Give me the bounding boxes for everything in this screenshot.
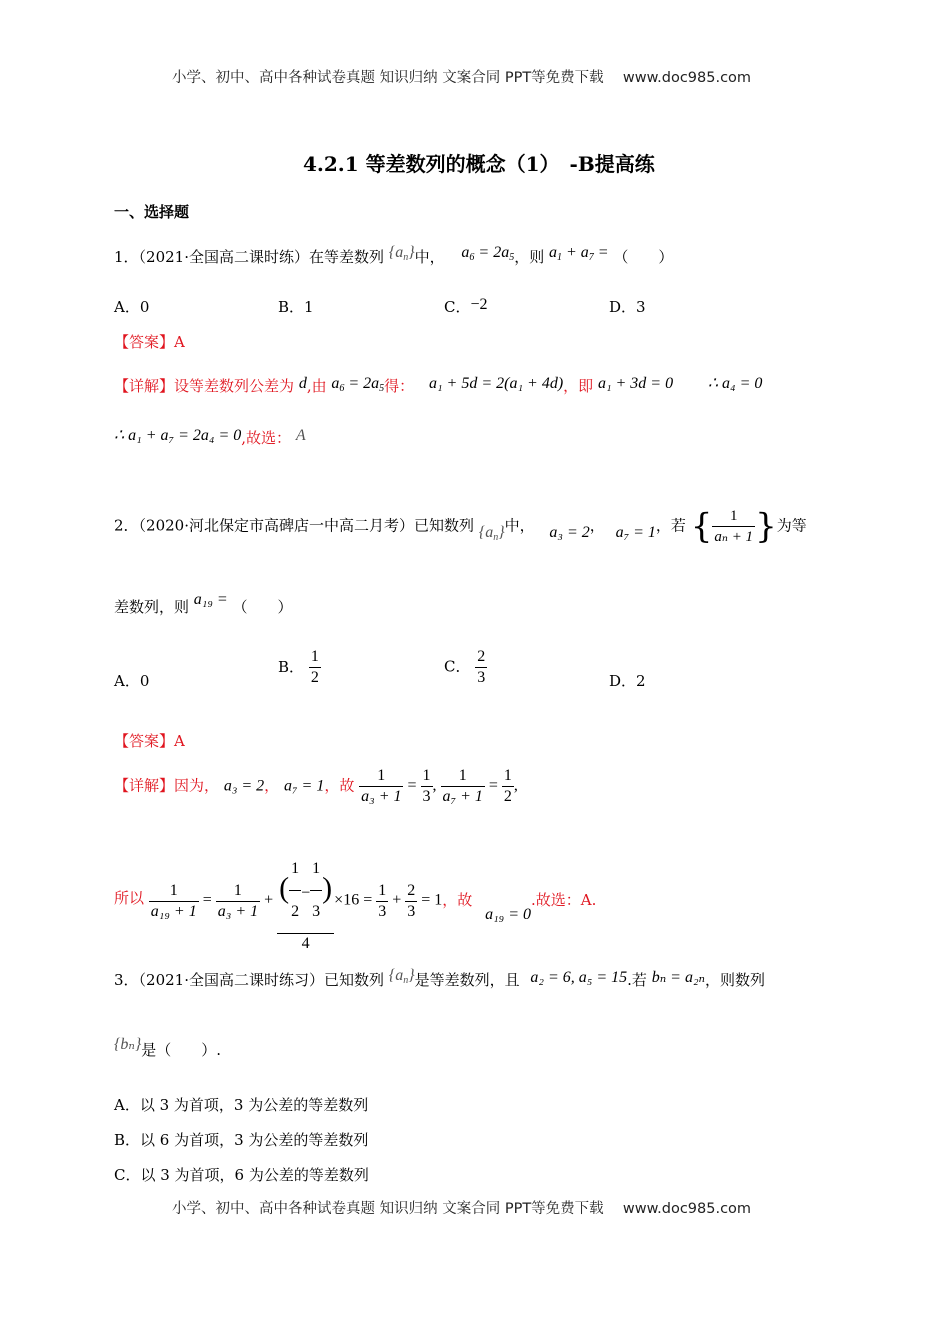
question-source: （2021·全国高二课时练） (138, 248, 309, 266)
frac-den: 4 (301, 935, 310, 952)
question-source: （2020·河北保定市高碑店一中高二月考） (138, 516, 414, 535)
page-header (172, 66, 751, 87)
math-eq2: a₁ + 3d = 0 (597, 375, 674, 392)
question-text: ，则数列 (705, 971, 766, 989)
choice-c (444, 647, 487, 688)
header-site-link[interactable]: www.doc985.com (622, 70, 752, 86)
frac-num: 1 (502, 766, 514, 787)
page-footer (172, 1197, 751, 1218)
answer-paren: （ ） (613, 248, 674, 266)
math-a19: a₁₉ = (193, 591, 228, 608)
question-text: 是等差数列，且 (414, 971, 520, 989)
choice-b: B．1 (278, 298, 314, 316)
frac-num: 1 (712, 506, 755, 527)
question-3-line2 (114, 1036, 222, 1061)
math-sum: $\frac{1}{\text{a₁₉ + 1}}$ = $\frac{1}{\text{a₃ + 1}}$ + ( $\frac{1}{2}$ − $\frac{1}{3}$ ) 4 ×16 = $\frac{1}{3}$ + $\frac{2}{3}$ = 1 (149, 848, 442, 954)
question-2-line2 (114, 591, 293, 618)
choice-b: B．以 6 为首项，3 为公差的等差数列 (114, 1131, 369, 1149)
detail-2-line3 (114, 848, 596, 954)
detail-text: 因为， (174, 776, 220, 795)
math-eq3: ∴ a₄ = 0 (707, 375, 763, 392)
math-a7: a₇ = 1 (283, 777, 325, 795)
frac-num: 1 (310, 848, 322, 891)
question-number: 3． (114, 971, 139, 989)
math-condition: $a_6 = 2a_5$ (331, 375, 385, 394)
frac-num: 1 (289, 848, 301, 891)
answer-paren: （ ） (232, 598, 293, 616)
choice-a: A．0 (114, 672, 150, 690)
math-answer: A (295, 427, 306, 444)
math-result: a₁₉ = 0 (485, 906, 531, 923)
math-bn: bₙ = a₂ₙ (651, 969, 706, 986)
frac-den: 3 (477, 669, 486, 686)
frac-num: 1 (216, 881, 260, 902)
question-1 (114, 244, 674, 273)
choice-d: D．2 (609, 672, 646, 690)
math-eq4: ∴ a₁ + a₇ = 2a₄ = 0 (114, 427, 242, 444)
math-fracs: $\frac{1}{\text{a₃ + 1}}$ = $\frac{1}{3}$ , $\frac{1}{\text{a₇ + 1}}$ = $\frac{1}{2}$ , (361, 767, 518, 805)
frac-den: 3 (407, 902, 416, 920)
frac-den: aₙ + 1 (714, 529, 754, 545)
detail-text: 所以 (114, 889, 145, 907)
math-text: ×16 = (334, 891, 373, 909)
detail-2 (114, 766, 518, 807)
question-text: 已知数列 (414, 516, 475, 535)
question-text: 为等 (776, 516, 807, 535)
frac-num: 1 (376, 881, 388, 902)
question-text: 已知数列 (324, 971, 385, 989)
frac-num: 2 (475, 647, 487, 668)
question-2 (114, 506, 807, 547)
detail-text: ,故选： (241, 429, 292, 447)
frac-den: a₃ + 1 (361, 788, 402, 805)
header-text: 小学、初中、高中各种试卷真题 知识归纳 文案合同 PPT等免费下载 (172, 70, 604, 86)
frac-num: 1 (441, 766, 485, 787)
page-title: 4.2.1 等差数列的概念（1） -B提高练 (303, 152, 655, 176)
choice-label: C． (444, 657, 471, 676)
choice-math: −2 (470, 296, 488, 313)
choice-c (444, 297, 488, 318)
frac-num: 1 (359, 766, 403, 787)
detail-text: ，故 (442, 891, 473, 909)
math-a7: a₇ = 1 (615, 523, 656, 541)
math-a3: a₃ = 2 (223, 777, 265, 795)
math-ask: $a_1 + a_7$ = (549, 244, 609, 263)
answer-1: 【答案】A (114, 333, 185, 351)
footer-text: 小学、初中、高中各种试卷真题 知识归纳 文案合同 PPT等免费下载 (172, 1201, 604, 1217)
math-text: = 1 (421, 891, 443, 909)
math-d: d (298, 375, 307, 392)
frac-den: 2 (503, 788, 512, 805)
question-text: 是（ ）. (141, 1041, 222, 1059)
question-3 (114, 967, 766, 996)
choice-label: C． (444, 298, 471, 316)
question-text: 中， (504, 516, 535, 535)
question-text: ，若 (655, 516, 686, 535)
math-sequence: $\{a_n\}$ (478, 523, 505, 543)
detail-label: 【详解】 (114, 377, 175, 395)
detail-label: 【详解】 (114, 776, 175, 795)
math-sequence: $\{a_n\}$ (388, 967, 415, 986)
frac-den: 3 (378, 902, 387, 920)
footer-site-link[interactable]: www.doc985.com (622, 1201, 752, 1217)
frac-num: 1 (149, 881, 199, 902)
math-condition: a₂ = 6, a₅ = 15 (530, 969, 628, 986)
choice-a: A．以 3 为首项，3 为公差的等差数列 (114, 1096, 369, 1114)
detail-1-line2 (114, 428, 306, 449)
detail-text: ，即 (563, 377, 594, 395)
section-heading: 一、选择题 (114, 203, 190, 221)
choice-d: D．3 (609, 298, 646, 316)
frac-num: 1 (309, 647, 321, 668)
detail-text: 设等差数列公差为 (174, 377, 295, 395)
frac-den: a₇ + 1 (442, 788, 483, 805)
frac-den: 3 (422, 788, 431, 805)
question-number: 2． (114, 516, 139, 535)
frac-den: a₁₉ + 1 (150, 902, 197, 920)
detail-text: ， (264, 776, 280, 795)
math-condition: $a_6 = 2a_5$ (461, 244, 515, 263)
detail-text: ，故 (324, 776, 355, 795)
frac-den: a₃ + 1 (217, 902, 259, 920)
frac-num: 1 (421, 766, 433, 787)
math-sequence: $\{a_n\}$ (388, 244, 415, 263)
choice-c: C．以 3 为首项，6 为公差的等差数列 (114, 1166, 369, 1184)
question-text: 在等差数列 (309, 248, 385, 266)
detail-1 (114, 376, 762, 402)
question-text: 中， (414, 248, 445, 266)
question-text: .若 (627, 971, 647, 989)
choice-b (278, 647, 321, 688)
question-text: 差数列，则 (114, 598, 190, 616)
choice-label: B． (278, 657, 305, 676)
detail-text: .故选：A. (531, 891, 597, 909)
detail-text: ,由 (306, 377, 327, 395)
frac-den: 2 (291, 903, 300, 920)
question-text: ， (589, 516, 605, 535)
question-text: ，则 (514, 248, 545, 266)
math-eq1: a₁ + 5d = 2(a₁ + 4d) (428, 375, 564, 392)
frac-den: 2 (310, 669, 319, 686)
choice-a: A．0 (114, 298, 150, 316)
math-frac-seq: { $\frac{1}{\text{aₙ + 1}}$ } (690, 506, 777, 547)
question-number: 1． (114, 248, 139, 266)
answer-2: 【答案】A (114, 732, 185, 750)
detail-text: 得： (384, 377, 415, 395)
math-a3: a₃ = 2 (549, 523, 590, 541)
math-seq-b: {bₙ} (114, 1036, 142, 1053)
frac-num: 2 (405, 881, 417, 902)
frac-den: 3 (312, 903, 321, 920)
question-source: （2021·全国高二课时练习） (138, 971, 324, 989)
